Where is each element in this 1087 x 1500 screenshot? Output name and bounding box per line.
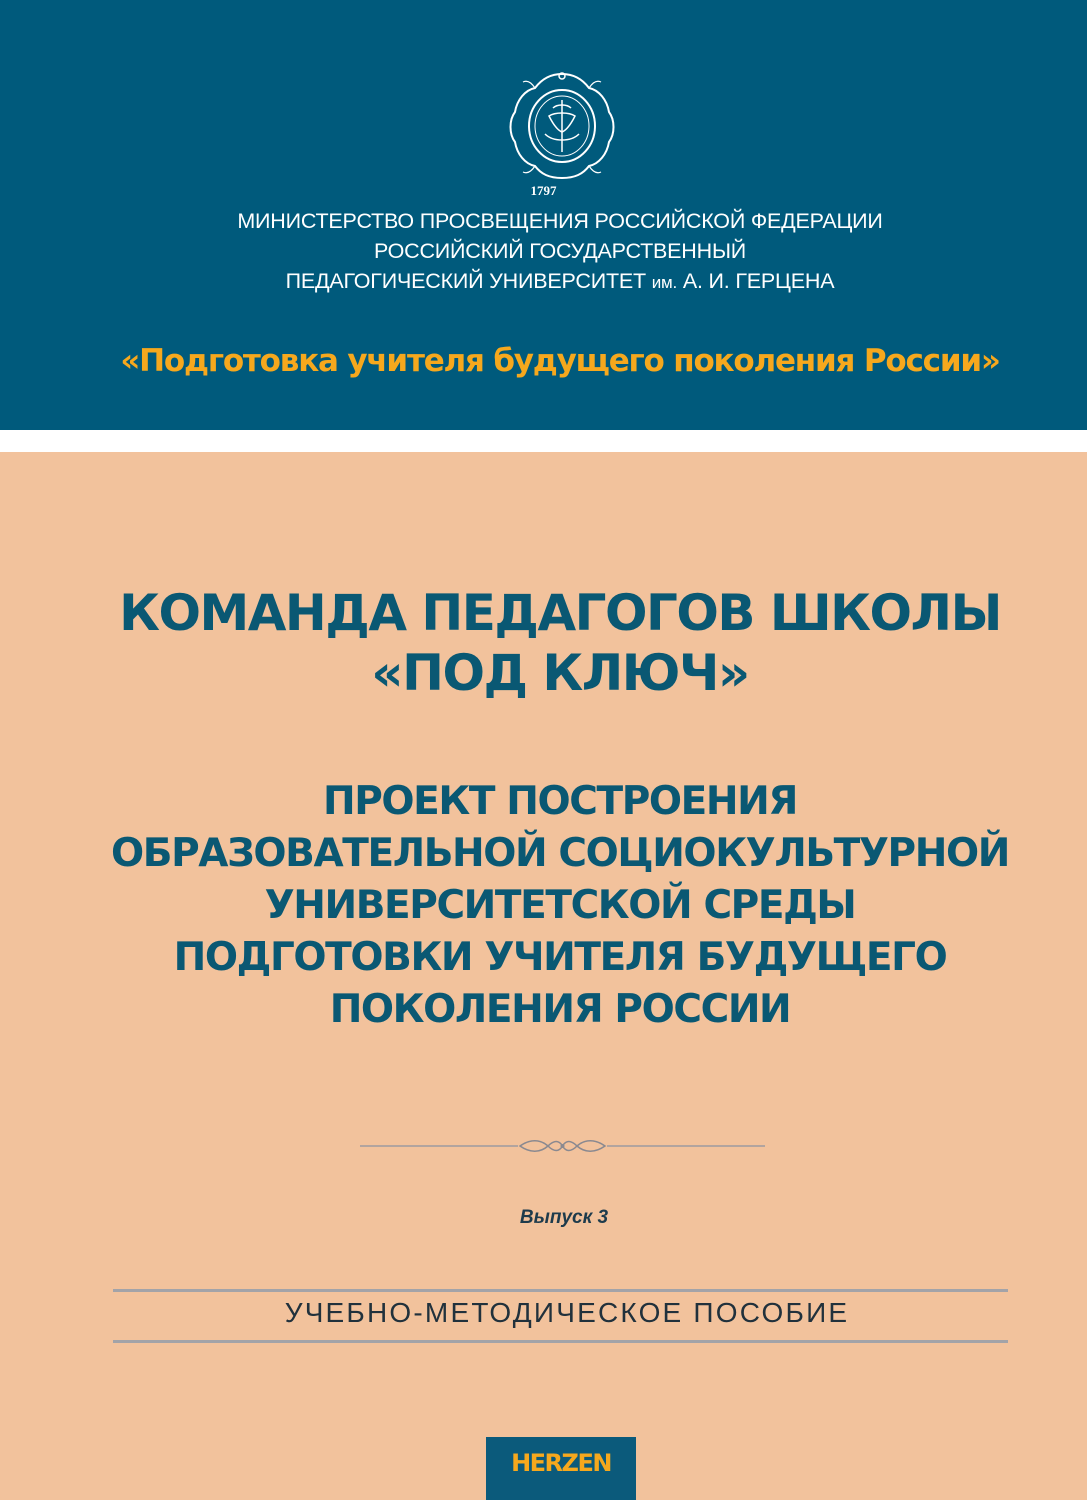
university-seal-icon xyxy=(505,68,620,183)
subtitle-line-1: ПРОЕКТ ПОСТРОЕНИЯ xyxy=(323,779,797,824)
issue-number: Выпуск 3 xyxy=(519,1207,609,1228)
series-title: «Подготовка учителя будущего поколения России» xyxy=(120,343,1000,379)
subtitle-line-4: ПОДГОТОВКИ УЧИТЕЛЯ БУДУЩЕГО xyxy=(173,935,947,980)
institution-name xyxy=(0,206,1087,298)
subtitle-line-5: ПОКОЛЕНИЯ РОССИИ xyxy=(329,987,791,1032)
book-title xyxy=(0,583,1087,703)
university-line-1: РОССИЙСКИЙ ГОСУДАРСТВЕННЫЙ xyxy=(373,239,747,263)
top-rule xyxy=(113,1289,1008,1292)
book-subtitle xyxy=(0,776,1087,1036)
bottom-rule xyxy=(113,1340,1008,1343)
subtitle-line-3: УНИВЕРСИТЕТСКОЙ СРЕДЫ xyxy=(264,883,856,928)
university-line-2: ПЕДАГОГИЧЕСКИЙ УНИВЕРСИТЕТ им. А. И. ГЕРЦЕНА xyxy=(285,269,835,293)
founding-year: 1797 xyxy=(530,183,557,198)
title-line-2: «ПОД КЛЮЧ» xyxy=(371,644,749,702)
ornament-divider-icon xyxy=(360,1135,765,1157)
document-type: УЧЕБНО-МЕТОДИЧЕСКОЕ ПОСОБИЕ xyxy=(284,1297,850,1328)
title-line-1: КОМАНДА ПЕДАГОГОВ ШКОЛЫ xyxy=(119,584,1001,642)
ministry-line: МИНИСТЕРСТВО ПРОСВЕЩЕНИЯ РОССИЙСКОЙ ФЕДЕРАЦИИ xyxy=(237,209,883,233)
publisher-logo: HERZEN xyxy=(486,1437,636,1500)
divider-stripe xyxy=(0,430,1087,452)
subtitle-line-2: ОБРАЗОВАТЕЛЬНОЙ СОЦИОКУЛЬТУРНОЙ xyxy=(111,831,1009,876)
